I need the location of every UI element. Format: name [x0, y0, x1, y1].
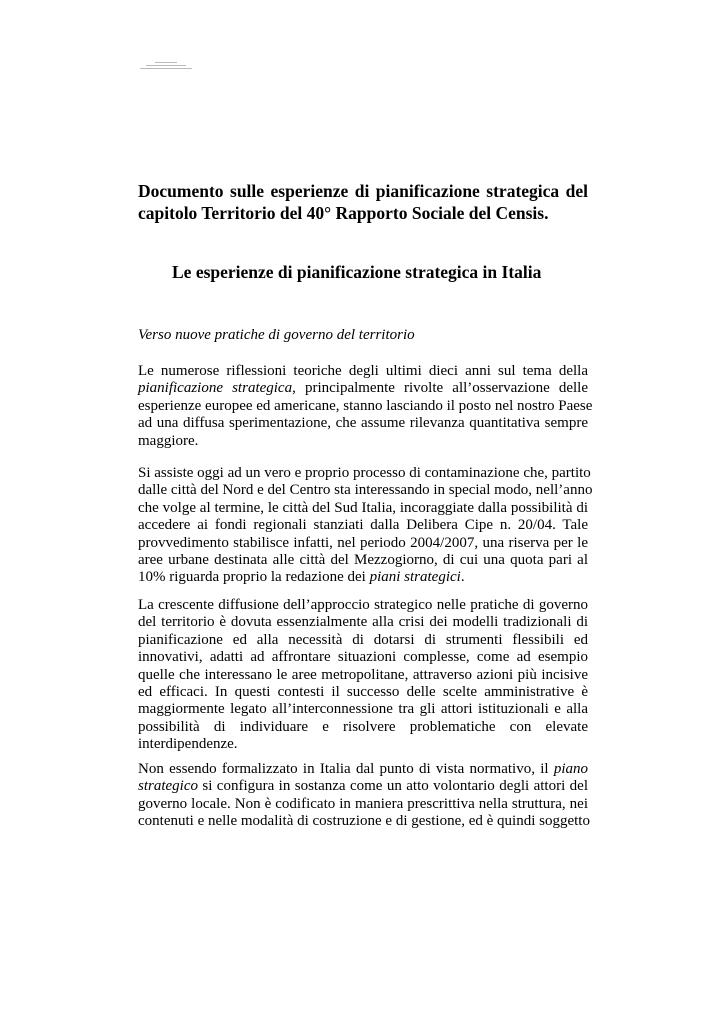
- text: aree urbane destinata alle città del Mezzogiorno, di cui una quota pari al: [138, 552, 588, 569]
- paragraph-line: [138, 500, 588, 517]
- paragraph-line: [138, 597, 588, 614]
- paragraph-line: [138, 614, 588, 631]
- paragraph-line: [138, 719, 588, 736]
- paragraph: [138, 597, 588, 754]
- text: innovativi, adatti ad affrontare situazioni complesse, come ad esempio: [138, 649, 588, 666]
- paragraph-line: [138, 380, 588, 397]
- paragraph-line: [138, 465, 591, 482]
- text: 10% riguarda proprio la redazione dei: [138, 569, 370, 586]
- text: maggiore.: [138, 432, 199, 449]
- text: quelle che interessano le aree metropolitane, attraverso azioni più incisive: [138, 666, 588, 683]
- text: che volge al termine, le città del Sud Italia, incoraggiate dalla possibilità di: [138, 499, 588, 516]
- paragraph-line: [138, 684, 588, 701]
- paragraph-line: [138, 433, 588, 450]
- text: interdipendenze.: [138, 736, 238, 753]
- text: esperienze europee ed americane, stanno lasciando il posto nel nostro Paese: [138, 397, 593, 414]
- paragraph-line: [138, 517, 588, 534]
- paragraph-line: [138, 552, 588, 569]
- paragraph-line: [138, 736, 588, 753]
- paragraph: [138, 761, 588, 831]
- paragraph: [138, 465, 593, 587]
- text: , principalmente rivolte all’osservazione delle: [292, 380, 588, 397]
- text: governo locale. Non è codificato in maniera prescrittiva nella struttura, nei: [138, 795, 588, 812]
- italic-text: piano: [553, 761, 588, 777]
- section-heading: Le esperienze di pianificazione strategica in Italia: [172, 262, 542, 282]
- text: provvedimento stabilisce infatti, nel periodo 2004/2007, una riserva per le: [138, 534, 588, 551]
- paragraph-line: [138, 761, 588, 778]
- paragraph-line: [138, 535, 588, 552]
- italic-text: strategico: [138, 778, 198, 795]
- text: Si assiste oggi ad un vero e proprio processo di contaminazione che, partito: [138, 465, 591, 481]
- text: contenuti e nelle modalità di costruzione e di gestione, ed è quindi soggetto: [138, 813, 590, 830]
- section-subheading: Verso nuove pratiche di governo del territorio: [138, 327, 415, 343]
- text: .: [460, 569, 465, 586]
- header-stamp: [140, 62, 192, 71]
- text: dalle città del Nord e del Centro sta interessando in special modo, nell’anno: [138, 482, 593, 499]
- title-line: Documento sulle esperienze di pianificazione strategica del: [138, 181, 588, 201]
- paragraph: [138, 363, 593, 450]
- text: Non essendo formalizzato in Italia dal punto di vista normativo, il: [138, 761, 554, 777]
- text: possibilità di individuare e risolvere problematiche con elevate: [138, 718, 588, 735]
- italic-text: piani strategici: [369, 569, 461, 586]
- paragraph-line: [138, 649, 588, 666]
- paragraph-line: [138, 796, 588, 813]
- text: ad una diffusa sperimentazione, che assume rilevanza quantitativa sempre: [138, 415, 588, 432]
- text: maggiormente legato all’interconnessione tra gli attori istituzionali e alla: [138, 701, 588, 718]
- title-line: capitolo Territorio del 40° Rapporto Sociale del Censis.: [138, 203, 549, 223]
- text: Le numerose riflessioni teoriche degli ultimi dieci anni sul tema della: [138, 363, 588, 379]
- paragraph-line: [138, 667, 588, 684]
- text: La crescente diffusione dell’approccio strategico nelle pratiche di governo: [138, 597, 588, 613]
- text: accedere ai fondi regionali stanziati dalla Delibera Cipe n. 20/04. Tale: [138, 517, 588, 534]
- paragraph-line: [138, 632, 588, 649]
- paragraph-line: [138, 701, 588, 718]
- text: pianificazione ed alla necessità di dotarsi di strumenti flessibili ed: [138, 631, 588, 648]
- text: si configura in sostanza come un atto volontario degli attori del: [198, 778, 588, 795]
- text: ed efficaci. In questi contesti il successo delle scelte amministrative è: [138, 684, 588, 701]
- italic-text: pianificazione strategica: [138, 380, 293, 397]
- paragraph-line: [138, 415, 588, 432]
- document-title: [138, 180, 588, 224]
- paragraph-line: [138, 813, 588, 830]
- paragraph-line: [138, 363, 588, 380]
- paragraph-line: [138, 482, 593, 499]
- paragraph-line: [138, 397, 593, 415]
- paragraph-line: [138, 569, 588, 586]
- paragraph-line: [138, 778, 588, 795]
- text: del territorio è dovuta essenzialmente alla crisi dei modelli tradizionali di: [138, 614, 588, 631]
